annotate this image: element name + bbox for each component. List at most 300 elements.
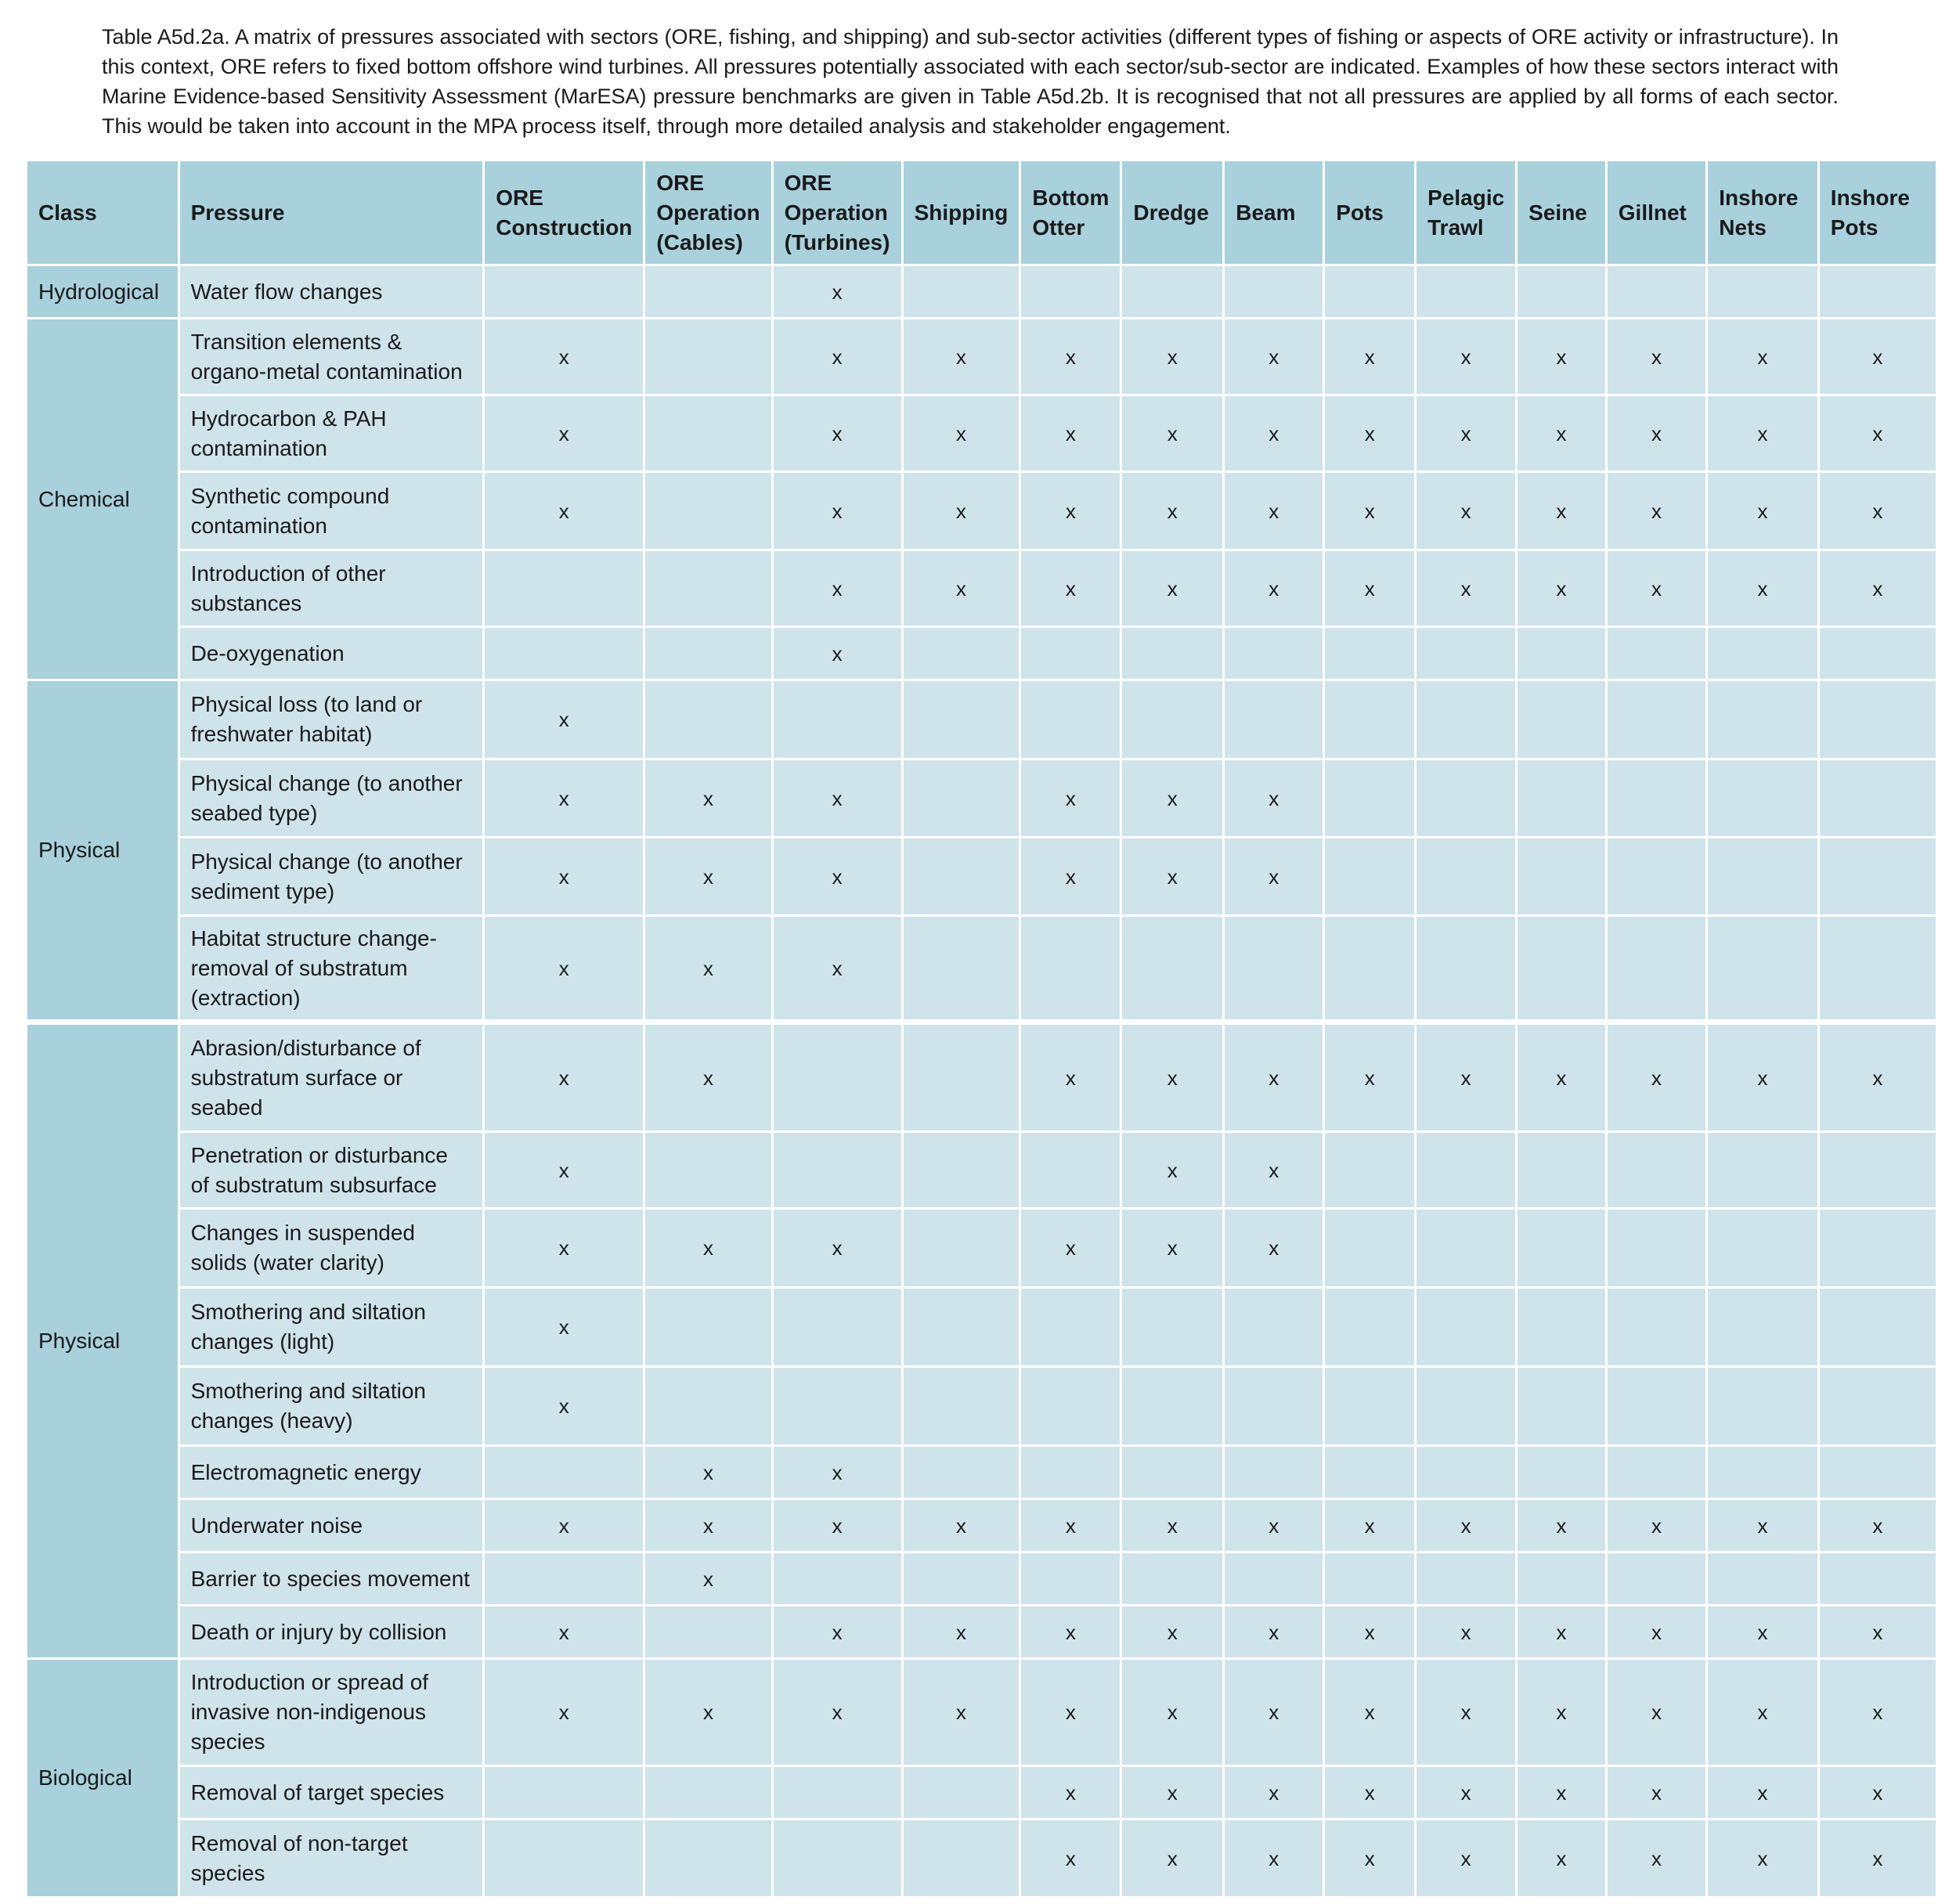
empty-cell	[1818, 916, 1936, 1022]
pressure-mark: x	[772, 472, 902, 550]
pressure-mark: x	[1324, 472, 1416, 550]
pressure-cell: Underwater noise	[179, 1499, 484, 1552]
pressure-cell: Electromagnetic energy	[179, 1446, 484, 1499]
pressure-mark: x	[484, 1132, 644, 1209]
empty-cell	[1707, 627, 1819, 680]
table-row	[27, 472, 1937, 550]
empty-cell	[772, 1819, 902, 1898]
empty-cell	[484, 1552, 644, 1606]
table-row	[27, 838, 1937, 916]
empty-cell	[1707, 759, 1819, 838]
pressure-mark: x	[1707, 550, 1819, 627]
pressure-mark: x	[1224, 838, 1324, 916]
empty-cell	[1020, 1552, 1121, 1606]
header-ore-construction: ORE Construction	[484, 160, 644, 265]
header-pelagic-trawl: Pelagic Trawl	[1416, 160, 1517, 265]
empty-cell	[484, 265, 644, 319]
pressure-mark: x	[1224, 319, 1324, 395]
pressure-cell: Changes in suspended solids (water clarity)	[179, 1209, 484, 1288]
table-row	[27, 916, 1937, 1022]
empty-cell	[1324, 265, 1416, 319]
pressure-mark: x	[644, 1499, 772, 1552]
empty-cell	[1517, 627, 1607, 680]
empty-cell	[1324, 680, 1416, 759]
pressure-mark: x	[1224, 1132, 1324, 1209]
header-seine: Seine	[1517, 160, 1607, 265]
empty-cell	[1707, 1132, 1819, 1209]
pressure-mark: x	[1416, 395, 1517, 472]
header-gillnet: Gillnet	[1606, 160, 1707, 265]
pressure-matrix-table	[25, 159, 1938, 1899]
pressure-mark: x	[484, 395, 644, 472]
pressure-mark: x	[1224, 1766, 1324, 1819]
empty-cell	[902, 1819, 1020, 1898]
pressure-mark: x	[1020, 759, 1121, 838]
pressure-mark: x	[902, 550, 1020, 627]
empty-cell	[1121, 1552, 1224, 1606]
empty-cell	[1707, 1288, 1819, 1367]
empty-cell	[1416, 627, 1517, 680]
pressure-mark: x	[1324, 1499, 1416, 1552]
empty-cell	[1416, 680, 1517, 759]
empty-cell	[1324, 1446, 1416, 1499]
header-inshore-nets: Inshore Nets	[1707, 160, 1819, 265]
empty-cell	[484, 550, 644, 627]
pressure-mark: x	[1517, 1499, 1607, 1552]
pressure-mark: x	[1020, 395, 1121, 472]
pressure-mark: x	[1020, 1499, 1121, 1552]
empty-cell	[644, 1367, 772, 1446]
pressure-mark: x	[1416, 1766, 1517, 1819]
pressure-mark: x	[1020, 838, 1121, 916]
table-row	[27, 319, 1937, 395]
pressure-mark: x	[1606, 1819, 1707, 1898]
empty-cell	[902, 1288, 1020, 1367]
empty-cell	[1224, 265, 1324, 319]
empty-cell	[1324, 1552, 1416, 1606]
pressure-mark: x	[902, 1499, 1020, 1552]
empty-cell	[1416, 838, 1517, 916]
pressure-mark: x	[1606, 1606, 1707, 1659]
empty-cell	[1606, 627, 1707, 680]
pressure-mark: x	[1707, 1606, 1819, 1659]
pressure-mark: x	[644, 1552, 772, 1606]
pressure-mark: x	[1121, 1819, 1224, 1898]
empty-cell	[1324, 759, 1416, 838]
pressure-mark: x	[644, 1022, 772, 1132]
empty-cell	[1707, 916, 1819, 1022]
empty-cell	[644, 1606, 772, 1659]
pressure-mark: x	[1707, 1766, 1819, 1819]
empty-cell	[1020, 916, 1121, 1022]
empty-cell	[1121, 1288, 1224, 1367]
empty-cell	[1606, 680, 1707, 759]
empty-cell	[1517, 680, 1607, 759]
empty-cell	[902, 1552, 1020, 1606]
empty-cell	[902, 838, 1020, 916]
empty-cell	[1416, 759, 1517, 838]
pressure-mark: x	[1121, 759, 1224, 838]
pressure-mark: x	[1517, 1659, 1607, 1766]
pressure-mark: x	[644, 916, 772, 1022]
empty-cell	[1416, 1367, 1517, 1446]
empty-cell	[1020, 680, 1121, 759]
pressure-mark: x	[1517, 1022, 1607, 1132]
table-row	[27, 1499, 1937, 1552]
empty-cell	[902, 916, 1020, 1022]
header-class: Class	[27, 160, 179, 265]
pressure-mark: x	[484, 759, 644, 838]
empty-cell	[484, 1819, 644, 1898]
pressure-mark: x	[1020, 1209, 1121, 1288]
empty-cell	[1606, 1288, 1707, 1367]
empty-cell	[1121, 916, 1224, 1022]
empty-cell	[902, 680, 1020, 759]
pressure-cell: Physical change (to another sediment type)	[179, 838, 484, 916]
pressure-mark: x	[902, 1659, 1020, 1766]
empty-cell	[902, 1132, 1020, 1209]
empty-cell	[1121, 627, 1224, 680]
pressure-cell: Smothering and siltation changes (heavy)	[179, 1367, 484, 1446]
empty-cell	[1606, 1446, 1707, 1499]
empty-cell	[1818, 759, 1936, 838]
pressure-mark: x	[1517, 319, 1607, 395]
header-row	[27, 160, 1937, 265]
pressure-mark: x	[1020, 1659, 1121, 1766]
empty-cell	[902, 759, 1020, 838]
empty-cell	[1416, 1552, 1517, 1606]
empty-cell	[1818, 1288, 1936, 1367]
empty-cell	[1707, 680, 1819, 759]
pressure-mark: x	[772, 265, 902, 319]
empty-cell	[1416, 1446, 1517, 1499]
pressure-cell: De-oxygenation	[179, 627, 484, 680]
pressure-mark: x	[1707, 1499, 1819, 1552]
empty-cell	[1818, 838, 1936, 916]
pressure-cell: Penetration or disturbance of substratum subsurface	[179, 1132, 484, 1209]
pressure-mark: x	[1020, 1606, 1121, 1659]
header-shipping: Shipping	[902, 160, 1020, 265]
empty-cell	[1121, 680, 1224, 759]
empty-cell	[484, 1766, 644, 1819]
pressure-mark: x	[1224, 1659, 1324, 1766]
header-dredge: Dredge	[1121, 160, 1224, 265]
table-row	[27, 1446, 1937, 1499]
empty-cell	[1224, 1446, 1324, 1499]
pressure-mark: x	[1818, 395, 1936, 472]
empty-cell	[644, 395, 772, 472]
pressure-mark: x	[1121, 1606, 1224, 1659]
pressure-cell: Habitat structure change-removal of substratum (extraction)	[179, 916, 484, 1022]
empty-cell	[1707, 1209, 1819, 1288]
empty-cell	[1020, 1132, 1121, 1209]
empty-cell	[1707, 265, 1819, 319]
pressure-mark: x	[484, 1022, 644, 1132]
pressure-mark: x	[1224, 1022, 1324, 1132]
empty-cell	[902, 1367, 1020, 1446]
table-row	[27, 1552, 1937, 1606]
pressure-mark: x	[1416, 1022, 1517, 1132]
header-bottom-otter: Bottom Otter	[1020, 160, 1121, 265]
table-row	[27, 1132, 1937, 1209]
empty-cell	[772, 1022, 902, 1132]
pressure-mark: x	[1224, 1209, 1324, 1288]
pressure-mark: x	[1606, 1499, 1707, 1552]
pressure-mark: x	[1324, 1022, 1416, 1132]
empty-cell	[902, 1446, 1020, 1499]
pressure-mark: x	[1224, 472, 1324, 550]
pressure-cell: Abrasion/disturbance of substratum surface or seabed	[179, 1022, 484, 1132]
empty-cell	[1324, 1209, 1416, 1288]
table-row	[27, 1022, 1937, 1132]
table-row	[27, 1659, 1937, 1766]
pressure-mark: x	[1517, 1766, 1607, 1819]
pressure-cell: Death or injury by collision	[179, 1606, 484, 1659]
table-row	[27, 1209, 1937, 1288]
pressure-mark: x	[1416, 1499, 1517, 1552]
table-row	[27, 1606, 1937, 1659]
pressure-mark: x	[1416, 550, 1517, 627]
empty-cell	[1324, 1288, 1416, 1367]
pressure-mark: x	[1121, 319, 1224, 395]
empty-cell	[1020, 1288, 1121, 1367]
pressure-mark: x	[1416, 1819, 1517, 1898]
pressure-mark: x	[484, 1209, 644, 1288]
empty-cell	[644, 1766, 772, 1819]
pressure-mark: x	[1020, 1022, 1121, 1132]
empty-cell	[1606, 1209, 1707, 1288]
empty-cell	[644, 680, 772, 759]
pressure-mark: x	[1707, 1022, 1819, 1132]
empty-cell	[1818, 1367, 1936, 1446]
empty-cell	[1707, 838, 1819, 916]
pressure-mark: x	[1324, 1766, 1416, 1819]
empty-cell	[1517, 1132, 1607, 1209]
empty-cell	[1224, 1552, 1324, 1606]
pressure-mark: x	[484, 1367, 644, 1446]
empty-cell	[1517, 265, 1607, 319]
empty-cell	[1606, 1552, 1707, 1606]
pressure-mark: x	[1020, 1819, 1121, 1898]
empty-cell	[1517, 1209, 1607, 1288]
pressure-mark: x	[1121, 395, 1224, 472]
pressure-mark: x	[1818, 472, 1936, 550]
pressure-mark: x	[1818, 1659, 1936, 1766]
pressure-mark: x	[1324, 319, 1416, 395]
pressure-mark: x	[1818, 550, 1936, 627]
pressure-mark: x	[1324, 395, 1416, 472]
empty-cell	[644, 1288, 772, 1367]
pressure-mark: x	[1324, 1606, 1416, 1659]
empty-cell	[1324, 627, 1416, 680]
empty-cell	[1818, 265, 1936, 319]
empty-cell	[772, 1766, 902, 1819]
class-cell: Physical	[27, 680, 179, 1022]
pressure-mark: x	[1224, 1499, 1324, 1552]
pressure-mark: x	[1121, 1022, 1224, 1132]
pressure-mark: x	[644, 759, 772, 838]
pressure-mark: x	[902, 472, 1020, 550]
pressure-mark: x	[902, 319, 1020, 395]
empty-cell	[1517, 759, 1607, 838]
pressure-mark: x	[772, 1209, 902, 1288]
pressure-mark: x	[484, 680, 644, 759]
empty-cell	[1020, 265, 1121, 319]
empty-cell	[902, 1766, 1020, 1819]
empty-cell	[1324, 1367, 1416, 1446]
pressure-mark: x	[484, 1659, 644, 1766]
pressure-cell: Removal of non-target species	[179, 1819, 484, 1898]
empty-cell	[644, 319, 772, 395]
empty-cell	[772, 680, 902, 759]
empty-cell	[644, 472, 772, 550]
pressure-cell: Removal of target species	[179, 1766, 484, 1819]
empty-cell	[902, 1209, 1020, 1288]
pressure-mark: x	[1606, 1766, 1707, 1819]
empty-cell	[1224, 627, 1324, 680]
empty-cell	[1818, 680, 1936, 759]
pressure-mark: x	[772, 759, 902, 838]
pressure-mark: x	[772, 1606, 902, 1659]
pressure-mark: x	[484, 1288, 644, 1367]
pressure-mark: x	[1818, 1606, 1936, 1659]
pressure-mark: x	[772, 838, 902, 916]
empty-cell	[1707, 1552, 1819, 1606]
pressure-mark: x	[1517, 395, 1607, 472]
pressure-mark: x	[1818, 319, 1936, 395]
empty-cell	[1416, 916, 1517, 1022]
pressure-mark: x	[1224, 395, 1324, 472]
pressure-mark: x	[772, 1446, 902, 1499]
empty-cell	[1517, 1367, 1607, 1446]
pressure-mark: x	[1020, 1766, 1121, 1819]
pressure-cell: Physical loss (to land or freshwater habitat)	[179, 680, 484, 759]
pressure-mark: x	[1818, 1819, 1936, 1898]
pressure-mark: x	[772, 550, 902, 627]
empty-cell	[1121, 265, 1224, 319]
pressure-mark: x	[772, 319, 902, 395]
pressure-mark: x	[1606, 319, 1707, 395]
pressure-mark: x	[1416, 1606, 1517, 1659]
pressure-mark: x	[772, 1659, 902, 1766]
empty-cell	[1707, 1367, 1819, 1446]
table-row	[27, 1288, 1937, 1367]
empty-cell	[644, 1819, 772, 1898]
empty-cell	[1324, 1132, 1416, 1209]
table-row	[27, 759, 1937, 838]
empty-cell	[1818, 1446, 1936, 1499]
pressure-mark: x	[1517, 472, 1607, 550]
pressure-mark: x	[1324, 1819, 1416, 1898]
empty-cell	[1606, 759, 1707, 838]
header-inshore-pots: Inshore Pots	[1818, 160, 1936, 265]
pressure-mark: x	[484, 319, 644, 395]
pressure-mark: x	[484, 1499, 644, 1552]
empty-cell	[1324, 916, 1416, 1022]
table-row	[27, 1819, 1937, 1898]
pressure-mark: x	[1416, 472, 1517, 550]
pressure-cell: Introduction or spread of invasive non-indigenous species	[179, 1659, 484, 1766]
pressure-mark: x	[1121, 472, 1224, 550]
pressure-mark: x	[1707, 1659, 1819, 1766]
class-cell: Chemical	[27, 319, 179, 680]
pressure-mark: x	[1224, 550, 1324, 627]
pressure-mark: x	[1324, 550, 1416, 627]
empty-cell	[1121, 1446, 1224, 1499]
table-row	[27, 680, 1937, 759]
empty-cell	[1606, 265, 1707, 319]
pressure-mark: x	[1121, 1499, 1224, 1552]
empty-cell	[1224, 1367, 1324, 1446]
table-row	[27, 550, 1937, 627]
pressure-mark: x	[1517, 1606, 1607, 1659]
pressure-cell: Barrier to species movement	[179, 1552, 484, 1606]
header-ore-operation-turbines: ORE Operation (Turbines)	[772, 160, 902, 265]
pressure-mark: x	[772, 916, 902, 1022]
empty-cell	[772, 1132, 902, 1209]
empty-cell	[1416, 1288, 1517, 1367]
pressure-mark: x	[1121, 550, 1224, 627]
empty-cell	[1416, 1209, 1517, 1288]
empty-cell	[1020, 627, 1121, 680]
empty-cell	[902, 1022, 1020, 1132]
pressure-mark: x	[1224, 1606, 1324, 1659]
empty-cell	[1224, 680, 1324, 759]
empty-cell	[644, 550, 772, 627]
pressure-mark: x	[1416, 1659, 1517, 1766]
pressure-cell: Water flow changes	[179, 265, 484, 319]
empty-cell	[1020, 1367, 1121, 1446]
empty-cell	[644, 627, 772, 680]
pressure-mark: x	[1606, 1659, 1707, 1766]
empty-cell	[484, 627, 644, 680]
pressure-mark: x	[1606, 1022, 1707, 1132]
empty-cell	[1818, 1132, 1936, 1209]
empty-cell	[1020, 1446, 1121, 1499]
empty-cell	[1324, 838, 1416, 916]
pressure-mark: x	[1517, 550, 1607, 627]
pressure-mark: x	[1606, 550, 1707, 627]
empty-cell	[1818, 1552, 1936, 1606]
empty-cell	[484, 1446, 644, 1499]
pressure-mark: x	[902, 1606, 1020, 1659]
class-cell: Hydrological	[27, 265, 179, 319]
header-pressure: Pressure	[179, 160, 484, 265]
empty-cell	[1606, 1367, 1707, 1446]
empty-cell	[1606, 1132, 1707, 1209]
empty-cell	[1224, 1288, 1324, 1367]
empty-cell	[772, 1288, 902, 1367]
pressure-mark: x	[772, 627, 902, 680]
pressure-cell: Synthetic compound contamination	[179, 472, 484, 550]
pressure-mark: x	[484, 472, 644, 550]
pressure-mark: x	[1517, 1819, 1607, 1898]
pressure-mark: x	[1020, 472, 1121, 550]
header-ore-operation-cables: ORE Operation (Cables)	[644, 160, 772, 265]
pressure-cell: Transition elements & organo-metal contamination	[179, 319, 484, 395]
pressure-mark: x	[1707, 395, 1819, 472]
empty-cell	[644, 1132, 772, 1209]
empty-cell	[644, 265, 772, 319]
empty-cell	[1818, 627, 1936, 680]
pressure-mark: x	[484, 916, 644, 1022]
empty-cell	[1416, 1132, 1517, 1209]
empty-cell	[1517, 1446, 1607, 1499]
empty-cell	[1606, 838, 1707, 916]
pressure-mark: x	[644, 838, 772, 916]
empty-cell	[1224, 916, 1324, 1022]
matrix-body	[27, 265, 1937, 1898]
